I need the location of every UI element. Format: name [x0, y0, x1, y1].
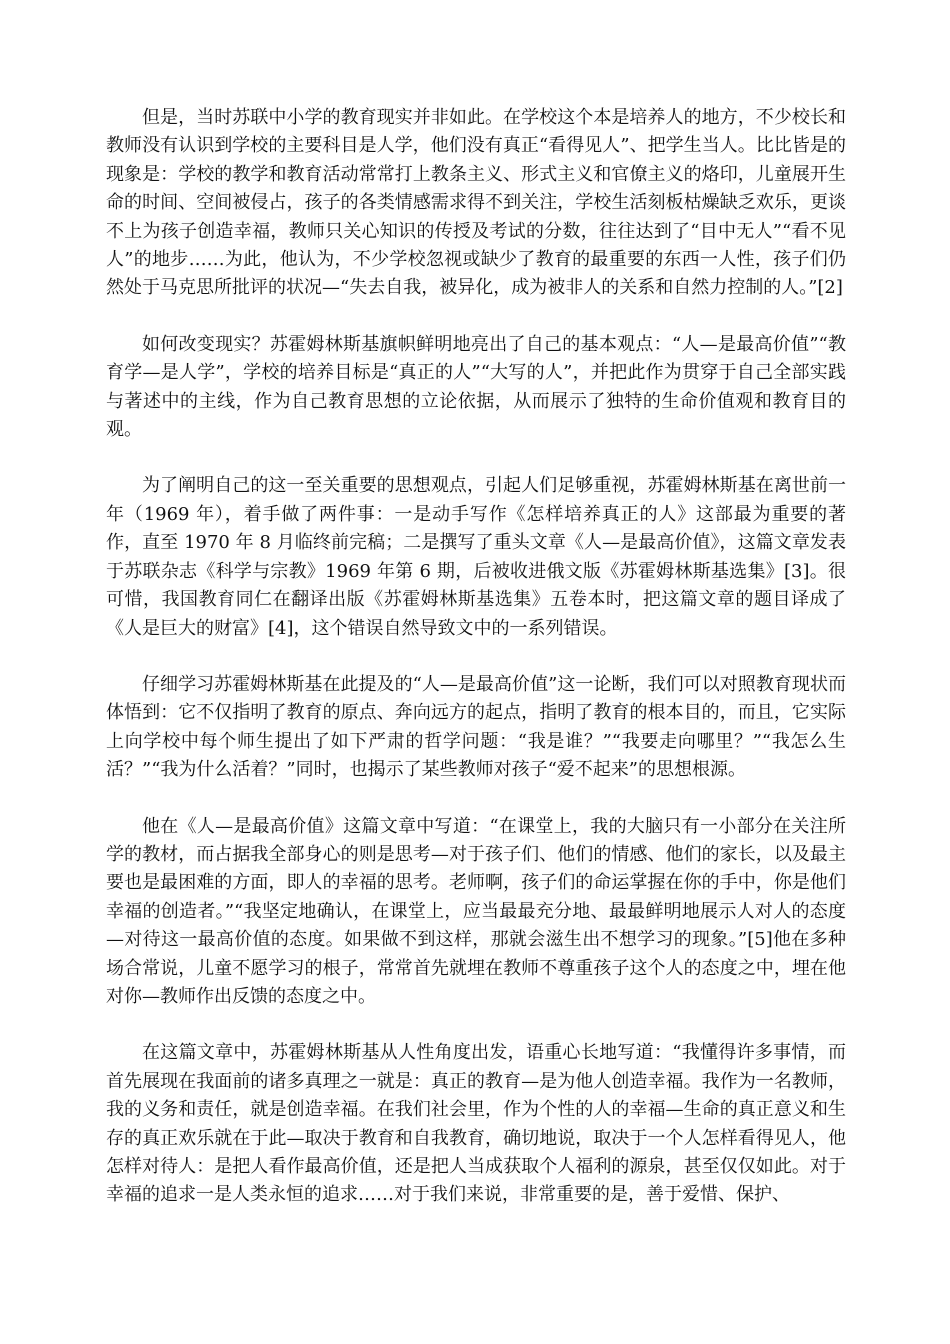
paragraph-1: 但是，当时苏联中小学的教育现实并非如此。在学校这个本是培养人的地方，不少校长和教师没有认识到学校的主要科目是人学，他们没有真正“看得见人”、把学生当人。比比皆是的现象是：学校的教学和教育活动常常打上教条主义、形式主义和官僚主义的烙印，儿童展开生命的时间、空间被侵占，孩子的各类情感需求得不到关注，学校生活刻板枯燥缺乏欢乐，更谈不上为孩子创造幸福，教师只关心知识的传授及考试的分数，往往达到了“目中无人”“看不见人”的地步……为此，他认为，不少学校忽视或缺少了教育的最重要的东西一人性，孩子们仍然处于马克思所批评的状况—“失去自我，被异化，成为被非人的关系和自然力控制的人。”[2] [106, 107, 846, 299]
paragraph-6: 在这篇文章中，苏霍姆林斯基从人性角度出发，语重心长地写道：“我懂得许多事情，而首先展现在我面前的诸多真理之一就是：真正的教育—是为他人创造幸福。我作为一名教师，我的义务和责任，就是创造幸福。在我们社会里，作为个性的人的幸福—生命的真正意义和生存的真正欢乐就在于此—取决于教育和自我教育，确切地说，取决于一个人怎样看得见人，他怎样对待人：是把人看作最高价值，还是把人当成获取个人福利的源泉，甚至仅仅如此。对于幸福的追求一是人类永恒的追求……对于我们来说，非常重要的是，善于爱惜、保护、 [106, 1042, 846, 1206]
paragraph-3: 为了阐明自己的这一至关重要的思想观点，引起人们足够重视，苏霍姆林斯基在离世前一年（1969 年），着手做了两件事：一是动手写作《怎样培养真正的人》这部最为重要的著作，直至 1970 年 8 月临终前完稿；二是撰写了重头文章《人—是最高价值》，这篇文章发表于苏联杂志《科学与宗教》1969 年第 6 期，后被收进俄文版《苏霍姆林斯基选集》[3]。很可惜，我国教育同仁在翻译出版《苏霍姆林斯基选集》五卷本时，把这篇文章的题目译成了《人是巨大的财富》[4]，这个错误自然导致文中的一系列错误。 [106, 475, 846, 639]
paragraph-5: 他在《人—是最高价值》这篇文章中写道：“在课堂上，我的大脑只有一小部分在关注所学的教材，而占据我全部身心的则是思考—对于孩子们、他们的情感、他们的家长，以及最主要也是最困难的方面，即人的幸福的思考。老师啊，孩子们的命运掌握在你的手中，你是他们幸福的创造者。”“我坚定地确认，在课堂上，应当最最充分地、最最鲜明地展示人对人的态度—对待这一最高价值的态度。如果做不到这样，那就会滋生出不想学习的现象。”[5]他在多种场合常说，儿童不愿学习的根子，常常首先就埋在教师不尊重孩子这个人的态度之中，埋在他对你—教师作出反馈的态度之中。 [106, 815, 846, 1007]
document-body [106, 104, 846, 1210]
paragraph-2: 如何改变现实？苏霍姆林斯基旗帜鲜明地亮出了自己的基本观点：“人—是最高价值”“教育学—是人学”，学校的培养目标是“真正的人”“大写的人”，并把此作为贯穿于自己全部实践与著述中的主线，作为自己教育思想的立论依据，从而展示了独特的生命价值观和教育目的观。 [106, 333, 846, 441]
paragraph-4: 仔细学习苏霍姆林斯基在此提及的“人—是最高价值”这一论断，我们可以对照教育现状而体悟到：它不仅指明了教育的原点、奔向远方的起点，指明了教育的根本目的，而且，它实际上向学校中每个师生提出了如下严肃的哲学问题：“我是谁？”“我要走向哪里？”“我怎么生活？”“我为什么活着？”同时，也揭示了某些教师对孩子“爱不起来”的思想根源。 [106, 673, 846, 781]
